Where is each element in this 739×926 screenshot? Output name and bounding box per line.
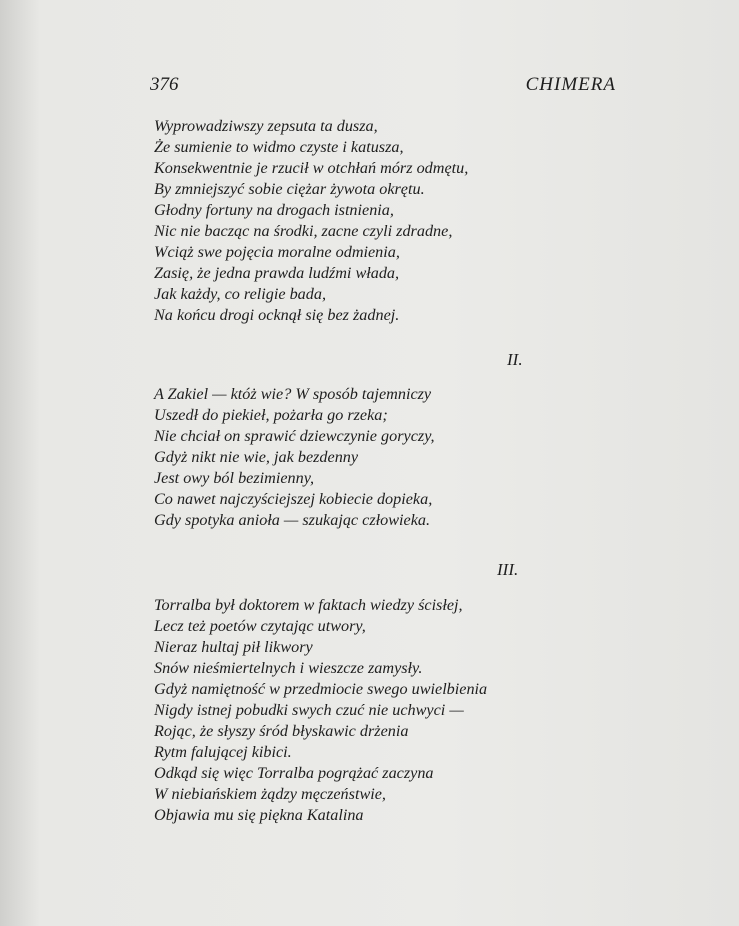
verse-line: Zasię, że jedna prawda ludźmi włada,	[154, 264, 400, 282]
verse-line: Gdyż namiętność w przedmiocie swego uwielbienia	[154, 680, 488, 698]
verse-line: Rojąc, że słyszy śród błyskawic drżenia	[154, 722, 409, 740]
verse-line: Snów nieśmiertelnych i wieszcze zamysły.	[154, 659, 423, 677]
verse-line: Jest owy ból bezimienny,	[154, 469, 315, 487]
verse-line: Lecz też poetów czytając utwory,	[154, 617, 366, 635]
running-title: CHIMERA	[525, 74, 616, 95]
verse-line: Że sumienie to widmo czyste i katusza,	[154, 138, 404, 156]
verse-line: Jak każdy, co religie bada,	[154, 285, 327, 303]
verse-line: Nieraz hultaj pił likwory	[154, 638, 313, 656]
verse-line: Uszedł do piekieł, pożarła go rzeka;	[154, 406, 388, 424]
verse-line: By zmniejszyć sobie ciężar żywota okrętu.	[154, 180, 425, 198]
section-numeral-3: III.	[497, 560, 519, 579]
page-header	[150, 74, 616, 104]
verse-line: A Zakiel — któż wie? W sposób tajemniczy	[154, 385, 432, 403]
verse-line: Konsekwentnie je rzucił w otchłań mórz odmętu,	[154, 159, 469, 177]
verse-line: Nigdy istnej pobudki swych czuć nie uchwyci —	[154, 701, 464, 719]
verse-line: Torralba był doktorem w faktach wiedzy ścisłej,	[154, 596, 463, 614]
verse-line: Wciąż swe pojęcia moralne odmienia,	[154, 243, 400, 261]
verse-line: Na końcu drogi ocknął się bez żadnej.	[154, 306, 400, 324]
verse-line: Głodny fortuny na drogach istnienia,	[154, 201, 394, 219]
verse-line: Rytm falującej kibici.	[154, 743, 292, 761]
verse-line: Nie chciał on sprawić dziewczynie goryczy,	[154, 427, 435, 445]
stanza-3	[154, 595, 487, 826]
verse-line: Odkąd się więc Torralba pogrążać zaczyna	[154, 764, 434, 782]
section-numeral-2: II.	[507, 350, 523, 369]
stanza-2	[154, 384, 435, 531]
verse-line: W niebiańskiem żądzy męczeństwie,	[154, 785, 386, 803]
verse-line: Co nawet najczyściejszej kobiecie dopieka,	[154, 490, 433, 508]
verse-line: Wyprowadziwszy zepsuta ta dusza,	[154, 117, 378, 135]
verse-line: Objawia mu się piękna Katalina	[154, 806, 364, 824]
stanza-1	[154, 116, 468, 326]
verse-line: Gdy spotyka anioła — szukając człowieka.	[154, 511, 431, 529]
verse-line: Gdyż nikt nie wie, jak bezdenny	[154, 448, 359, 466]
page-number: 376	[150, 74, 179, 95]
verse-line: Nic nie bacząc na środki, zacne czyli zdradne,	[154, 222, 453, 240]
